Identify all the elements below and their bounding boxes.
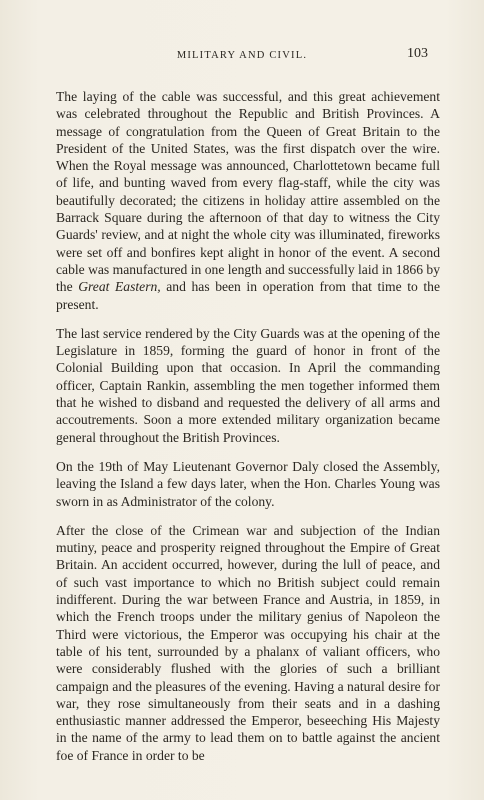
ship-name-italic: Great Eastern, (78, 279, 161, 295)
paragraph-cable-text-end: and has been in operation from that time to the present. (56, 279, 441, 312)
page-header (56, 46, 428, 66)
paragraph-cable (56, 88, 440, 313)
paragraph-city-guards: The last service rendered by the City Guards was at the opening of the Legislature in 1859, forming the guard of honor in front of the Colonial Building upon that occasion. In April the commanding officer, Captain Rankin, assembling the men together informed them that he wished to disband and requested the delivery of all arms and accoutrements. Soon a more extended military organization became general throughout the British Provinces. (56, 325, 440, 445)
paragraph-assembly: On the 19th of May Lieutenant Governor Daly closed the Assembly, leaving the Island a few days later, when the Hon. Charles Young was sworn in as Administrator of the colony. (56, 458, 440, 509)
page-number: 103 (407, 46, 428, 61)
paragraph-cable-text: The laying of the cable was successful, and this great achievement was celebrated throughout the Republic and British Provinces. A message of congratulation from the Queen of Great Britain to the President of the United States, was the first dispatch over the wire. When the Royal message was announced, Charlottetown became full of life, and bunting waved from every flag-staff, while the city was beautifully decorated; the citizens in holiday attire assembled on the Barrack Square during the afternoon of that day to witness the City Guards' review, and at night the whole city was illuminated, fireworks were set off and bonfires kept alight in honor of the event. A second cable was manufactured in one length and successfully laid in 1866 by the (56, 89, 440, 295)
paragraph-crimean-war: After the close of the Crimean war and subjection of the Indian mutiny, peace and prosperity reigned throughout the Empire of Great Britain. An accident occurred, however, during the lull of peace, and of such vast importance to which no British subject could remain indifferent. During the war between France and Austria, in 1859, in which the French troops under the military genius of Napoleon the Third were victorious, the Emperor was occupying his chair at the table of his tent, surrounded by a phalanx of valiant officers, who were considerably flushed with the glories of such a brilliant campaign and the pleasures of the evening. Having a natural desire for war, they rose simultaneously from their seats and in a dashing enthusiastic manner addressed the Emperor, beseeching His Majesty in the name of the army to lead them on to battle against the ancient foe of France in order to be (56, 522, 440, 763)
page-body (56, 88, 440, 776)
running-head: MILITARY AND CIVIL. (176, 50, 308, 61)
